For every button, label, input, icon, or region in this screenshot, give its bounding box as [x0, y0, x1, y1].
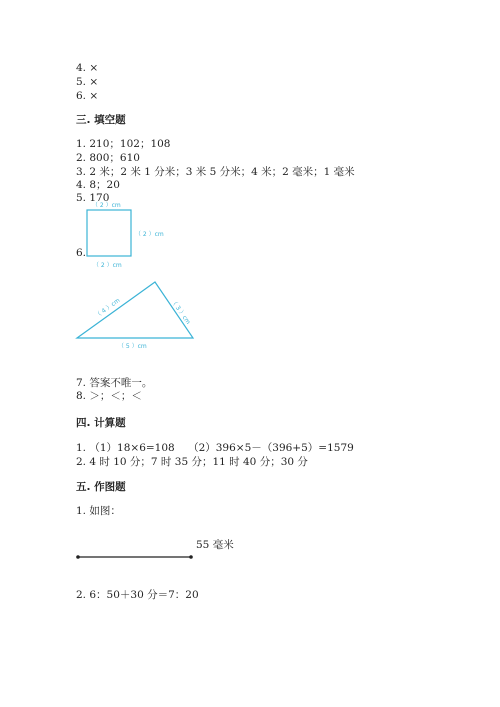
triangle-left-label: （ 4 ）cm: [94, 297, 122, 320]
section-heading: 三. 填空题: [76, 114, 126, 126]
answer-line: 6. ×: [76, 90, 99, 102]
answer-line: 7. 答案不唯一。: [76, 377, 153, 389]
answer-line: 4. ×: [76, 62, 99, 74]
square-right-label: （ 2 ）cm: [135, 231, 164, 238]
triangle-figure: [77, 282, 193, 350]
square-bottom-label: （ 2 ）cm: [93, 262, 122, 269]
answer-line: 5. 170: [76, 192, 110, 204]
square-figure: [87, 202, 164, 269]
line-segment-figure: [76, 555, 193, 559]
answer-line: 6.: [76, 247, 87, 259]
answer-line: 4. 8；20: [76, 179, 120, 191]
section-heading: 四. 计算题: [76, 417, 126, 429]
segment-length-label: 55 毫米: [196, 539, 234, 551]
section-heading: 五. 作图题: [76, 481, 126, 493]
segment-endpoint: [76, 555, 80, 559]
square-top-label: （ 2 ）cm: [92, 202, 121, 209]
segment-endpoint: [189, 555, 193, 559]
triangle-right-label: （ 3 ）cm: [169, 298, 192, 326]
answer-line: 3. 2 米；2 米 1 分米；3 米 5 分米；4 米；2 毫米；1 毫米: [76, 166, 355, 178]
answer-line: 8. ＞；＜；＜: [76, 390, 142, 402]
answer-line: 5. ×: [76, 76, 99, 88]
answer-line: 2. 800；610: [76, 152, 140, 164]
answer-line: 1. 如图：: [76, 505, 121, 517]
answer-line: 2. 6：50＋30 分＝7：20: [76, 589, 199, 601]
answer-line: 2. 4 时 10 分；7 时 35 分；11 时 40 分；30 分: [76, 456, 308, 468]
square-shape: [87, 210, 131, 256]
triangle-bottom-label: （ 5 ）cm: [118, 343, 147, 350]
answer-line: 1. 210；102；108: [76, 138, 171, 150]
answer-line: 1. （1）18×6=108 （2）396×5－（396+5）=1579: [76, 442, 354, 454]
